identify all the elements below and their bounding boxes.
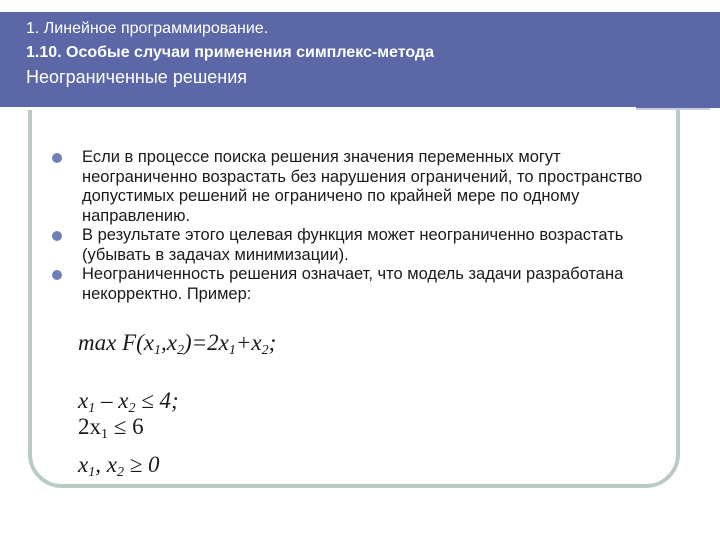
bullet-item: [52, 148, 652, 226]
section-title: 1. Линейное программирование.: [26, 20, 269, 37]
title-banner-edge: [710, 12, 720, 108]
bullet-dot-icon: [52, 153, 62, 163]
bullet-text: Неограниченность решения означает, что модель задачи разработана некорректно. Пример:: [82, 265, 624, 303]
bullet-text: В результате этого целевая функция может неограниченно возрастать (убывать в задачах минимизации).: [82, 226, 624, 264]
bullet-text: Если в процессе поиска решения значения переменных могут неограниченно возрастать без нарушения ограничений, то пространство допустимых решений не ограничено по крайней мере по одному направлению.: [82, 148, 643, 225]
non-negativity-constraint: $x_1$, $x_2 \ge 0$: [78, 452, 160, 480]
bullet-item: [52, 265, 652, 304]
subsection-title: 1.10. Особые случаи применения симплекс-метода: [26, 44, 434, 61]
slide-title: Неограниченные решения: [26, 67, 248, 87]
constraint-1: $x_1 - x_2 \le 4$;: [78, 388, 179, 416]
bullet-dot-icon: [52, 270, 62, 280]
bullet-dot-icon: [52, 231, 62, 241]
title-divider: [0, 107, 636, 110]
title-banner: [0, 12, 710, 110]
bullet-list: [52, 148, 652, 304]
objective-function: $\max F(x_1,x_2)=2x_1+x_2$;: [78, 330, 277, 358]
bullet-item: [52, 226, 652, 265]
constraint-2: $2x_1 \le 6$: [78, 414, 144, 442]
